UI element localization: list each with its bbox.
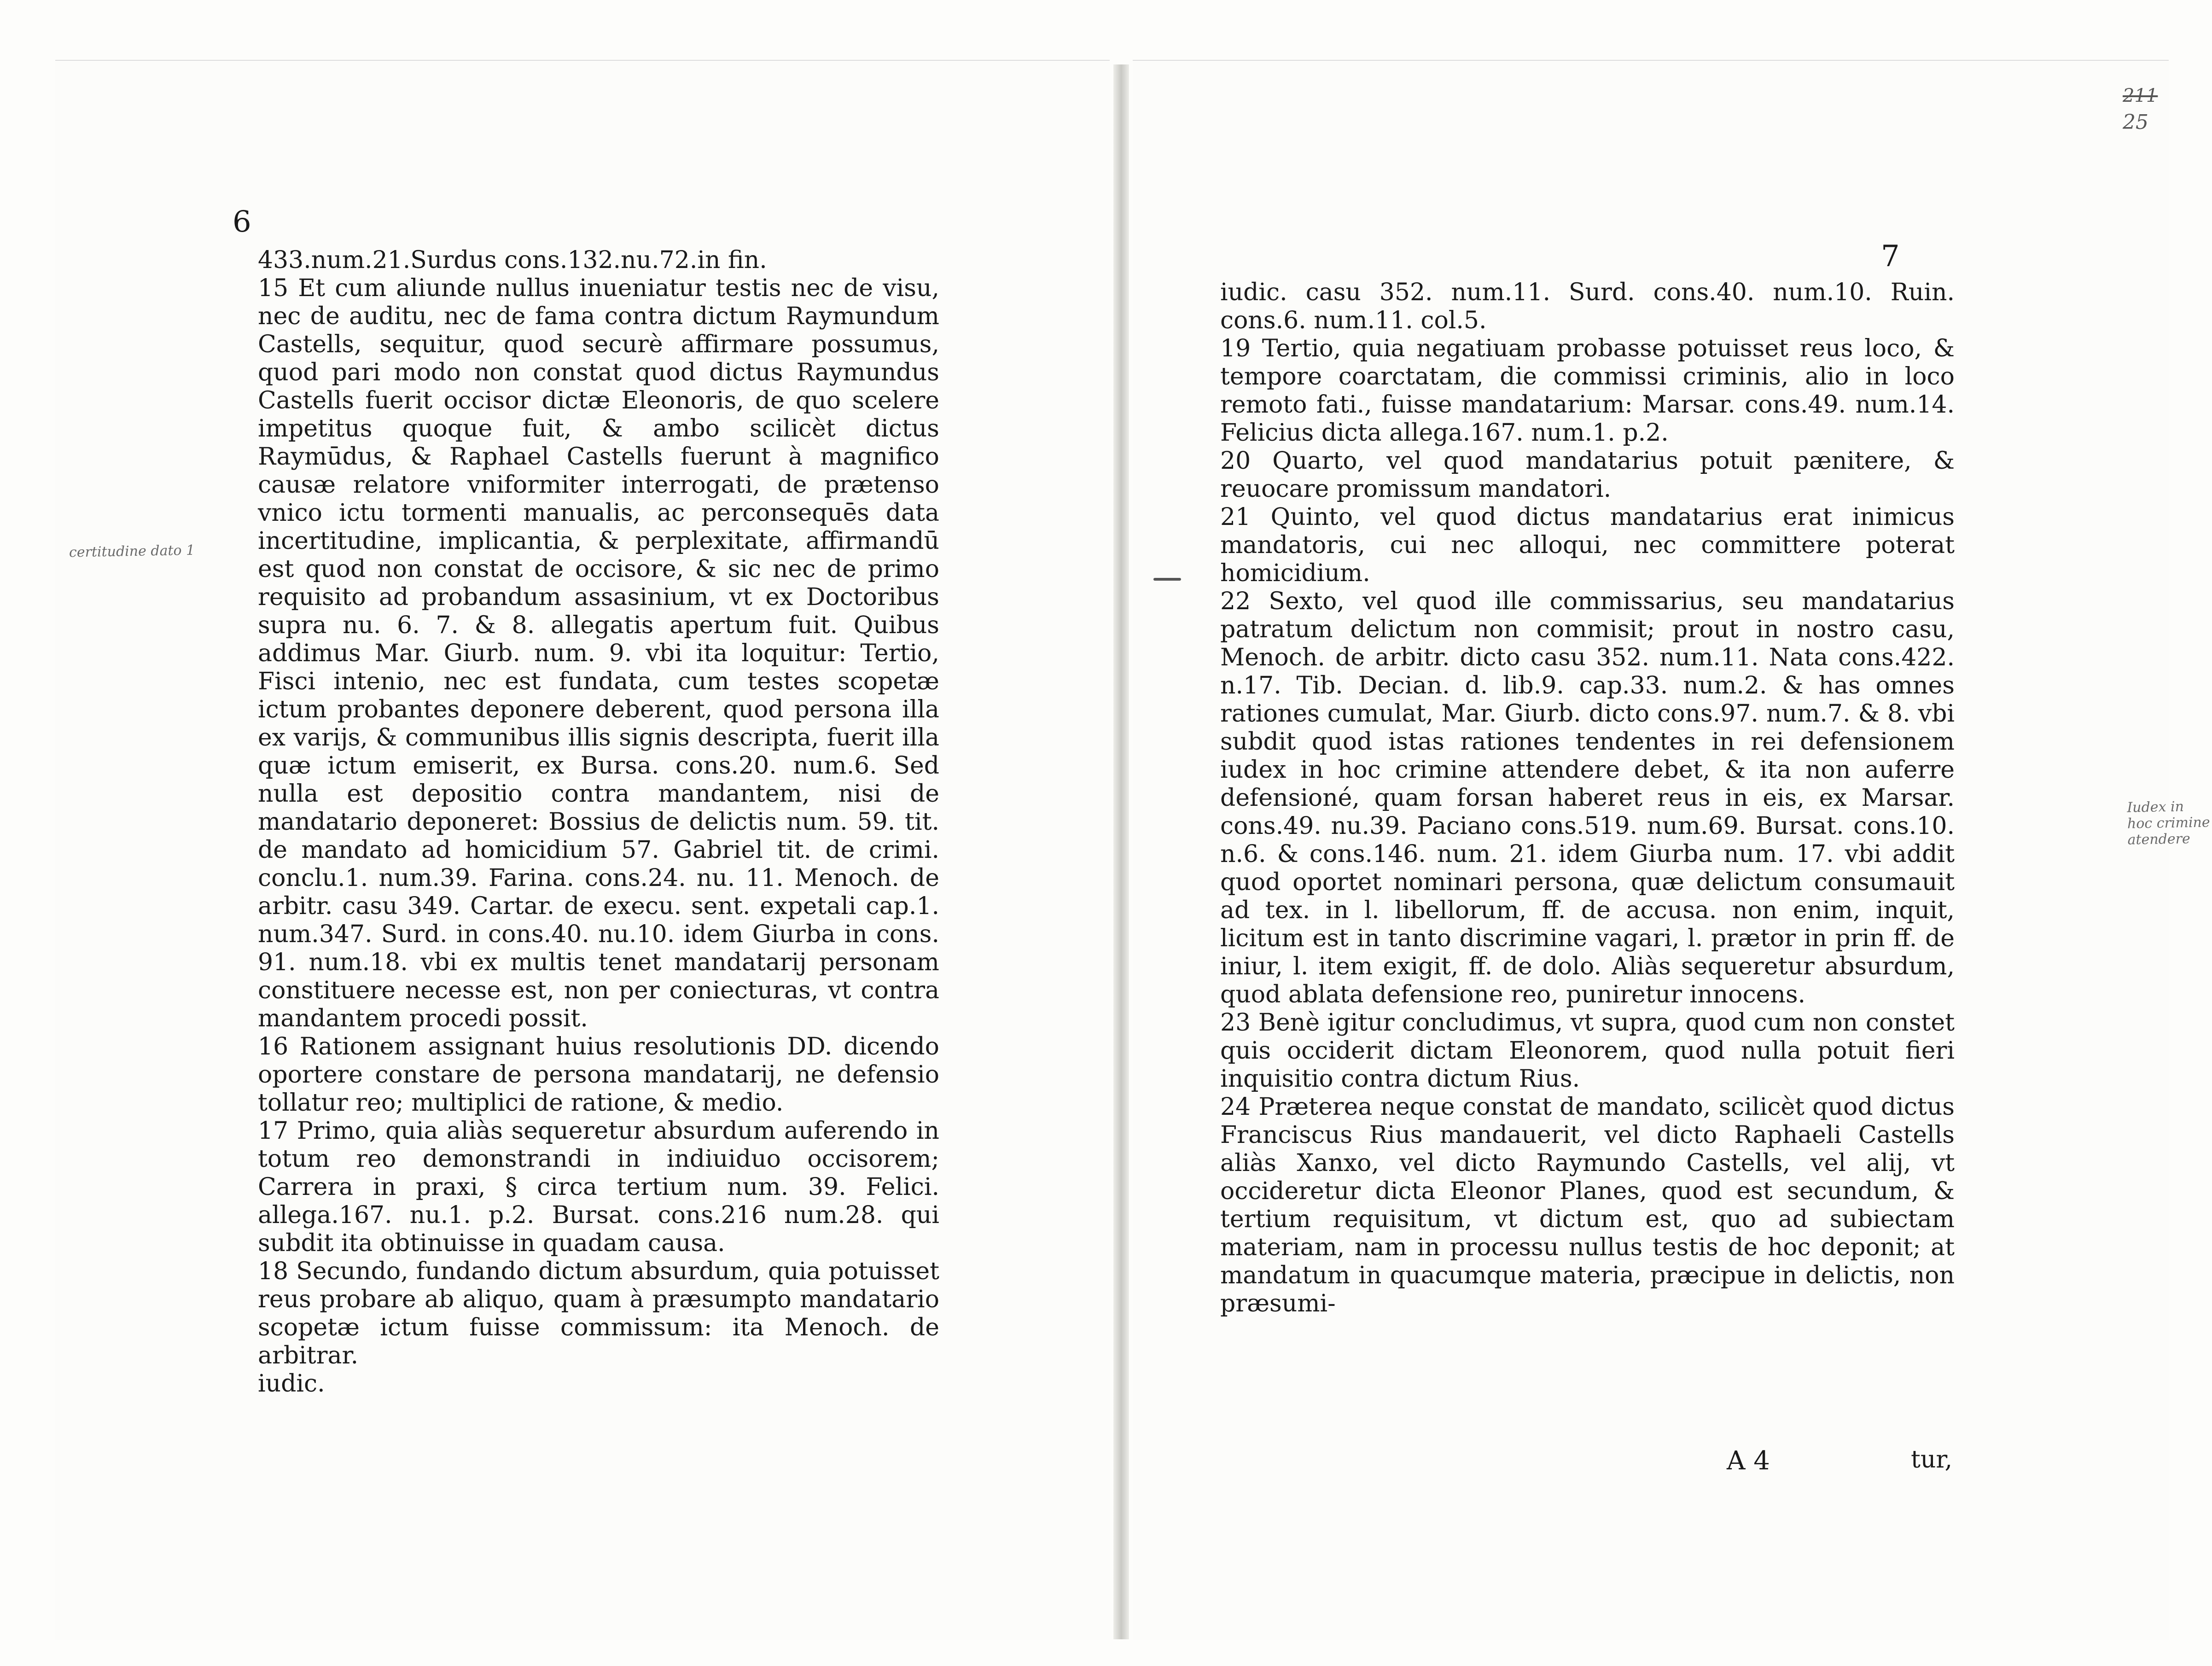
left-page-text: 433.num.21.Surdus cons.132.nu.72.in fin. 15 Et cum aliunde nullus inueniatur testis nec de visu, nec de auditu, nec de fama contra dictum Raymundum Castells, sequitur, quod securè affirmare possumus, quod pari modo non constat quod dictus Raymundus Castells fuerit occisor dictæ Eleonoris, de quo scelere impetitus quoque fuit, & ambo scilicèt dictus Raymūdus, & Raphael Castells fuerunt à magnifico causæ relatore vniformiter interrogati, de prætenso vnico ictu tormenti manualis, ac perconsequēs data incertitudine, implicantia, & perplexitate, affirmandū est quod non constat de occisore, & sic nec de primo requisito ad probandum assasinium, vt ex Doctoribus supra nu. 6. 7. & 8. allegatis apertum fuit. Quibus addimus Mar. Giurb. num. 9. vbi ita loquitur: Tertio, Fisci intenio, nec est fundata, cum testes scopetæ ictum probantes deponere deberent, quod persona illa ex varijs, & communibus illis signis descripta, fuerit illa quæ ictum emiserit, ex Bursa. cons.20. num.6. Sed nulla est depositio contra mandantem, nisi de mandatario deponeret: Bossius de delictis num. 59. tit. de mandato ad homicidium 57. Gabriel tit. de crimi. conclu.1. num.39. Farina. cons.24. nu. 11. Menoch. de arbitr. casu 349. Cartar. de execu. sent. expetali cap.1. num.347. Surd. in cons.40. nu.10. idem Giurba in cons. 91. num.18. vbi ex multis tenet mandatarij personam constituere necesse est, non per coniecturas, vt contra mandantem procedi possit. 16 Rationem assignant huius resolutionis DD. dicendo oportere constare de persona mandatarij, ne defensio tollatur reo; multiplici de ratione, & medio. 17 Primo, quia aliàs sequeretur absurdum auferendo in totum reo demonstrandi in indiuiduo occisorem; Carrera in praxi, § circa tertium num. 39. Felici. allega.167. nu.1. p.2. Bursat. cons.216 num.28. qui subdit ita obtinuisse in quadam causa. 18 Secundo, fundando dictum absurdum, quia potuisset reus probare ab aliquo, quam à præsumpto mandatario scopetæ ictum fuisse commissum: ita Menoch. de arbitrar. iudic. bbox=[258, 246, 939, 1398]
right-margin-note: Iudex in hoc crimine atendere bbox=[2127, 798, 2210, 848]
left-margin-note: certitudine dato 1 bbox=[69, 542, 195, 561]
ink-mark bbox=[1153, 578, 1181, 581]
corner-folio-struck: 211 bbox=[2123, 85, 2158, 106]
signature-mark: A 4 bbox=[1727, 1446, 1770, 1476]
left-page-number: 6 bbox=[233, 205, 251, 239]
right-page-text: iudic. casu 352. num.11. Surd. cons.40. num.10. Ruin. cons.6. num.11. col.5. 19 Tertio, quia negatiuam probasse potuisset reus loco, & tempore coarctatam, die commissi criminis, alio in loco remoto fati., fuisse mandatarium: Marsar. cons.49. num.14. Felicius dicta allega.167. num.1. p.2. 20 Quarto, vel quod mandatarius potuit pænitere, & reuocare promissum mandatori. 21 Quinto, vel quod dictus mandatarius erat inimicus mandatoris, cui nec alloqui, nec committere poterat homicidium. 22 Sexto, vel quod ille commissarius, seu mandatarius patratum delictum non commisit; prout in nostro casu, Menoch. de arbitr. dicto casu 352. num.11. Nata cons.422. n.17. Tib. Decian. d. lib.9. cap.33. num.2. & has omnes rationes cumulat, Mar. Giurb. dicto cons.97. num.7. & 8. vbi subdit quod istas rationes tendentes in rei defensionem iudex in hoc crimine attendere debet, & ita non auferre defensioné, quam forsan haberet reus in eis, ex Marsar. cons.49. nu.39. Paciano cons.519. num.69. Bursat. cons.10. n.6. & cons.146. num. 21. idem Giurba num. 17. vbi addit quod oportet nominari persona, quæ delictum consumauit ad tex. in l. libellorum, ff. de accusa. non enim, inquit, licitum est in tanto discrimine vagari, l. prætor in prin ff. de iniur, l. item exigit, ff. de dolo. Aliàs sequeretur absurdum, quod ablata defensione reo, puniretur innocens. 23 Benè igitur concludimus, vt supra, quod cum non constet quis occiderit dictam Eleonorem, quod nulla potuit fieri inquisitio contra dictum Rius. 24 Præterea neque constat de mandato, scilicèt quod dictus Franciscus Rius mandauerit, vel dicto Raphaeli Castells aliàs Xanxo, vel dicto Raymundo Castells, vel alij, vt occideretur dicta Eleonor Planes, quod est secundum, & tertium requisitum, vt dictum est, quo ad subiectam materiam, nam in processu nullus testis de hoc deponit; at mandatum in quacumque materia, præcipue in delictis, non præsumi- bbox=[1220, 279, 1955, 1317]
right-page-number: 7 bbox=[1881, 239, 1900, 274]
corner-folio: 25 bbox=[2123, 111, 2148, 134]
gutter bbox=[1113, 64, 1129, 1639]
catchword: tur, bbox=[1911, 1446, 1953, 1474]
